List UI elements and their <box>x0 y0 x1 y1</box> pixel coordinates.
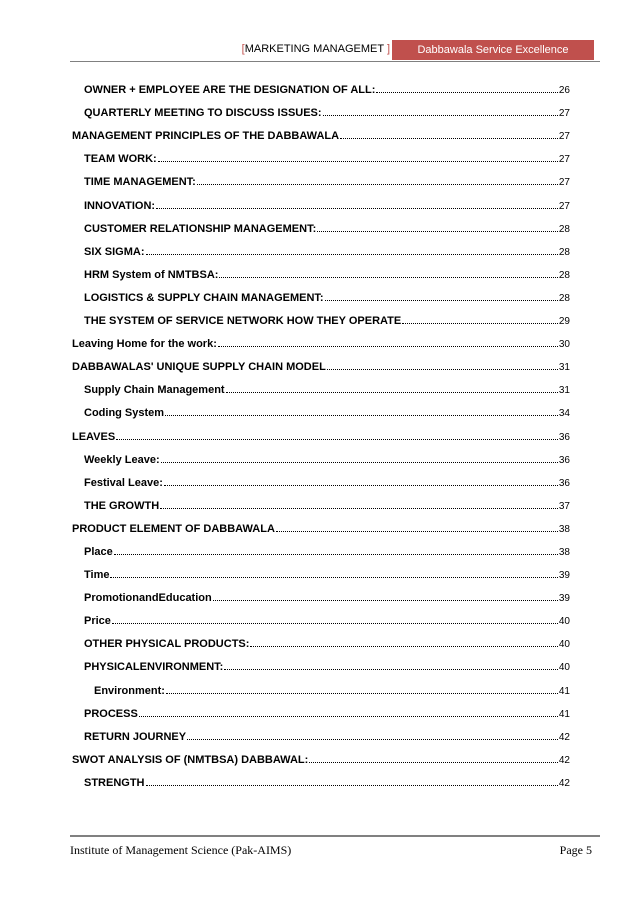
toc-dot-leader <box>146 784 558 786</box>
toc-dot-leader <box>112 622 558 624</box>
header-bracket-open: [ <box>241 43 245 55</box>
footer-institution: Institute of Management Science (Pak-AIMS) <box>70 843 292 857</box>
table-of-contents <box>72 75 570 791</box>
toc-entry-page: 27 <box>558 200 570 212</box>
header-title: MARKETING MANAGEMET <box>244 43 384 55</box>
toc-entry-title: TEAM WORK: <box>84 153 157 166</box>
toc-entry-title: OWNER + EMPLOYEE ARE THE DESIGNATION OF ALL: <box>84 84 376 97</box>
toc-entry-page: 37 <box>558 500 570 512</box>
toc-entry[interactable] <box>72 491 570 514</box>
toc-entry-page: 30 <box>558 339 570 351</box>
toc-entry-page: 36 <box>558 431 570 443</box>
toc-entry-page: 42 <box>558 754 570 766</box>
toc-dot-leader <box>340 137 558 139</box>
toc-entry[interactable] <box>72 560 570 583</box>
toc-entry-title: THE GROWTH <box>84 499 160 512</box>
toc-dot-leader <box>226 391 558 393</box>
toc-entry-title: STRENGTH <box>84 776 145 789</box>
toc-entry-page: 27 <box>558 177 570 189</box>
toc-entry-page: 42 <box>558 777 570 789</box>
toc-dot-leader <box>213 599 558 601</box>
toc-entry-page: 31 <box>558 362 570 374</box>
toc-entry[interactable] <box>72 306 570 329</box>
toc-dot-leader <box>161 461 558 463</box>
toc-dot-leader <box>317 230 558 232</box>
toc-entry-page: 36 <box>558 477 570 489</box>
toc-entry-page: 42 <box>558 731 570 743</box>
toc-entry-page: 40 <box>558 662 570 674</box>
toc-entry-title: QUARTERLY MEETING TO DISCUSS ISSUES: <box>84 107 322 120</box>
toc-dot-leader <box>114 553 558 555</box>
toc-entry[interactable] <box>72 606 570 629</box>
toc-dot-leader <box>156 207 558 209</box>
header-bracket-close: ] <box>386 43 390 55</box>
toc-entry-page: 34 <box>558 408 570 420</box>
toc-dot-leader <box>160 507 558 509</box>
toc-dot-leader <box>218 345 558 347</box>
toc-dot-leader <box>376 91 557 93</box>
toc-entry[interactable] <box>72 768 570 791</box>
toc-entry-page: 38 <box>558 523 570 535</box>
toc-dot-leader <box>116 438 558 440</box>
toc-entry[interactable] <box>72 98 570 121</box>
toc-entry-page: 27 <box>558 108 570 120</box>
toc-entry-title: HRM System of NMTBSA: <box>84 268 219 281</box>
toc-entry-title: TIME MANAGEMENT: <box>84 176 196 189</box>
toc-entry[interactable] <box>72 375 570 398</box>
toc-entry-page: 27 <box>558 154 570 166</box>
toc-dot-leader <box>158 160 558 162</box>
toc-entry[interactable] <box>72 75 570 98</box>
toc-entry-title: INNOVATION: <box>84 199 156 212</box>
toc-entry-title: Supply Chain Management <box>84 384 225 397</box>
toc-entry[interactable] <box>72 629 570 652</box>
toc-entry-title: OTHER PHYSICAL PRODUCTS: <box>84 638 250 651</box>
header-tab: Dabbawala Service Excellence <box>392 40 594 60</box>
toc-dot-leader <box>110 576 557 578</box>
header-title-group <box>242 43 390 55</box>
page-footer <box>70 835 600 863</box>
page-header <box>70 40 600 62</box>
toc-entry-title: LEAVES <box>72 430 116 443</box>
toc-entry-title: MANAGEMENT PRINCIPLES OF THE DABBAWALA <box>72 130 340 143</box>
toc-entry-title: PRODUCT ELEMENT OF DABBAWALA <box>72 522 275 535</box>
toc-entry-title: Leaving Home for the work: <box>72 338 217 351</box>
toc-entry-page: 39 <box>558 593 570 605</box>
toc-dot-leader <box>197 183 558 185</box>
toc-entry-title: Weekly Leave: <box>84 453 160 466</box>
toc-entry-page: 28 <box>558 269 570 281</box>
toc-entry[interactable] <box>72 514 570 537</box>
toc-entry-title: PROCESS <box>84 707 138 720</box>
toc-entry[interactable] <box>72 722 570 745</box>
toc-dot-leader <box>323 114 558 116</box>
toc-dot-leader <box>327 368 558 370</box>
toc-entry[interactable] <box>72 652 570 675</box>
toc-entry[interactable] <box>72 583 570 606</box>
toc-dot-leader <box>166 692 558 694</box>
toc-dot-leader <box>250 645 557 647</box>
toc-entry[interactable] <box>72 675 570 698</box>
page-number: Page 5 <box>559 843 592 857</box>
toc-entry-page: 28 <box>558 223 570 235</box>
toc-dot-leader <box>402 322 558 324</box>
toc-entry-title: SWOT ANALYSIS OF (NMTBSA) DABBAWAL: <box>72 753 309 766</box>
toc-entry-page: 41 <box>558 685 570 697</box>
toc-entry-title: PromotionandEducation <box>84 592 212 605</box>
toc-entry[interactable] <box>72 745 570 768</box>
toc-entry-page: 29 <box>558 316 570 328</box>
toc-entry[interactable] <box>72 260 570 283</box>
toc-entry-page: 38 <box>558 546 570 558</box>
toc-entry-title: Environment: <box>94 684 165 697</box>
toc-entry-page: 39 <box>558 570 570 582</box>
header-rule <box>70 61 600 62</box>
toc-entry[interactable] <box>72 329 570 352</box>
toc-entry-title: Time <box>84 569 110 582</box>
toc-entry-page: 28 <box>558 292 570 304</box>
toc-entry-title: RETURN JOURNEY <box>84 730 187 743</box>
toc-entry[interactable] <box>72 352 570 375</box>
toc-dot-leader <box>146 253 558 255</box>
toc-dot-leader <box>219 276 557 278</box>
toc-entry[interactable] <box>72 421 570 444</box>
toc-entry[interactable] <box>72 445 570 468</box>
toc-entry-page: 40 <box>558 639 570 651</box>
toc-dot-leader <box>276 530 558 532</box>
toc-entry[interactable] <box>72 468 570 491</box>
toc-entry-page: 40 <box>558 616 570 628</box>
toc-dot-leader <box>139 715 558 717</box>
toc-entry[interactable] <box>72 121 570 144</box>
toc-entry-title: DABBAWALAS' UNIQUE SUPPLY CHAIN MODEL <box>72 361 326 374</box>
toc-entry-title: SIX SIGMA: <box>84 245 145 258</box>
toc-entry-title: CUSTOMER RELATIONSHIP MANAGEMENT: <box>84 222 317 235</box>
toc-dot-leader <box>164 484 558 486</box>
toc-entry-page: 27 <box>558 131 570 143</box>
toc-entry[interactable] <box>72 214 570 237</box>
toc-dot-leader <box>224 668 558 670</box>
toc-dot-leader <box>309 761 558 763</box>
toc-dot-leader <box>325 299 558 301</box>
toc-entry-title: Festival Leave: <box>84 476 163 489</box>
toc-entry[interactable] <box>72 398 570 421</box>
toc-entry-page: 31 <box>558 385 570 397</box>
toc-entry[interactable] <box>72 190 570 213</box>
toc-entry-title: PHYSICALENVIRONMENT: <box>84 661 224 674</box>
toc-entry-page: 26 <box>558 85 570 97</box>
toc-entry-page: 28 <box>558 246 570 258</box>
toc-entry[interactable] <box>72 699 570 722</box>
toc-entry-page: 41 <box>558 708 570 720</box>
toc-entry-title: Place <box>84 545 113 558</box>
toc-entry-title: LOGISTICS & SUPPLY CHAIN MANAGEMENT: <box>84 291 324 304</box>
toc-entry[interactable] <box>72 537 570 560</box>
toc-entry-title: THE SYSTEM OF SERVICE NETWORK HOW THEY OPERATE <box>84 315 402 328</box>
footer-rule <box>70 835 600 837</box>
toc-dot-leader <box>165 414 558 416</box>
toc-entry[interactable] <box>72 144 570 167</box>
toc-entry-title: Price <box>84 615 111 628</box>
toc-entry[interactable] <box>72 237 570 260</box>
toc-entry[interactable] <box>72 167 570 190</box>
toc-entry-page: 36 <box>558 454 570 466</box>
toc-dot-leader <box>187 738 558 740</box>
toc-entry-title: Coding System <box>84 407 165 420</box>
toc-entry[interactable] <box>72 283 570 306</box>
